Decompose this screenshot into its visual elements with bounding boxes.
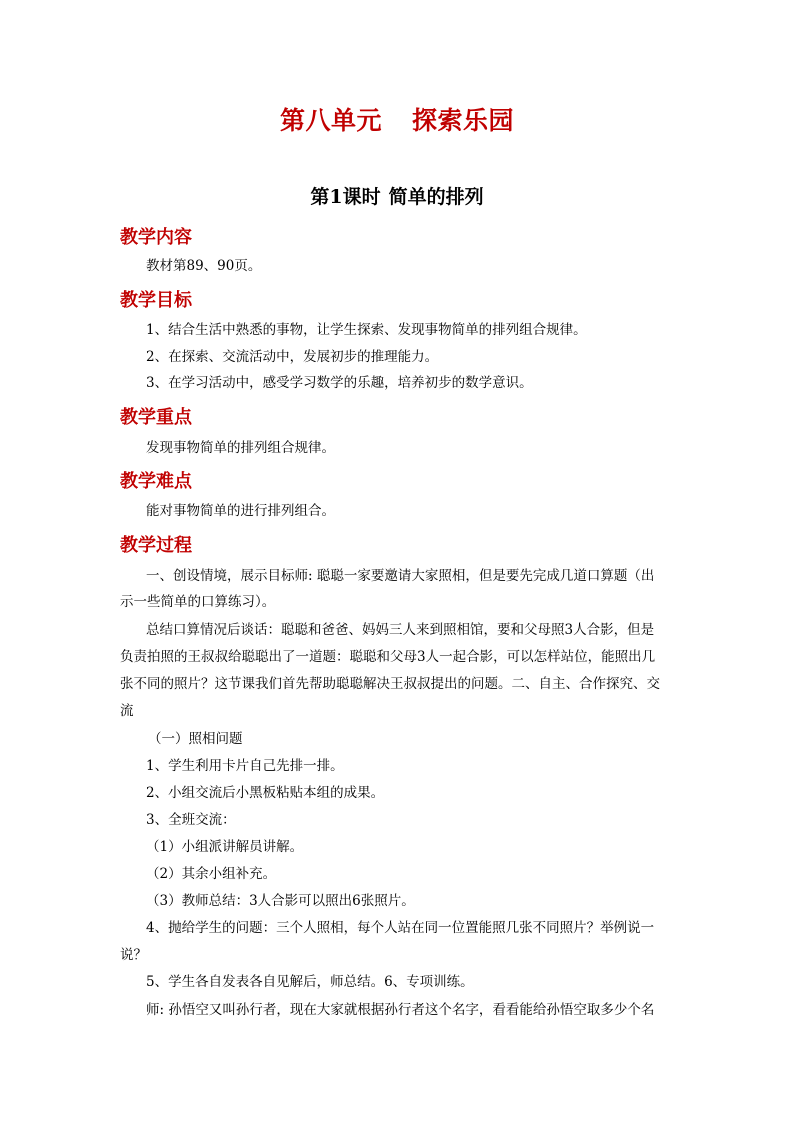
section-heading-difficulties: 教学难点 [120,471,192,492]
section-heading-key-points: 教学重点 [120,407,192,428]
lesson-title-name: 简单的排列 [388,186,484,208]
process-line: 一、创设情境，展示目标师: 聪聪一家要邀请大家照相，但是要先完成几道口算题（出 [146,568,655,584]
process-line: 示一些简单的口算练习）。 [120,594,276,610]
process-line: 总结口算情况后谈话：聪聪和爸爸、妈妈三人来到照相馆，要和父母照3人合影，但是 [146,622,655,638]
process-line: 师: 孙悟空又叫孙行者，现在大家就根据孙行者这个名字，看看能给孙悟空取多少个名 [146,1002,655,1018]
process-line: （一）照相问题 [148,731,243,747]
process-line: 1、学生利用卡片自己先排一排。 [146,758,344,774]
unit-title-name: 探索乐园 [412,106,515,135]
section-heading-objectives: 教学目标 [120,290,192,311]
section-heading-process: 教学过程 [120,535,192,556]
process-line: 4、抛给学生的问题：三个人照相，每个人站在同一位置能照几张不同照片？举例说一 [146,920,655,936]
objective-line: 1、结合生活中熟悉的事物，让学生探索、发现事物简单的排列组合规律。 [146,322,587,338]
section-heading-content: 教学内容 [120,227,192,248]
process-line: 说？ [120,947,147,963]
process-line: 3、全班交流： [146,812,236,828]
process-line: 流 [120,703,134,719]
process-line: （2）其余小组补充。 [146,866,277,882]
unit-title-number: 第八单元 [279,106,382,135]
difficulty-line: 能对事物简单的进行排列组合。 [146,503,335,519]
key-point-line: 发现事物简单的排列组合规律。 [146,440,335,456]
process-line: （1）小组派讲解员讲解。 [146,839,304,855]
process-line: 张不同的照片？这节课我们首先帮助聪聪解决王叔叔提出的问题。二、自主、合作探究、交 [120,676,660,692]
unit-title [0,101,794,137]
process-line: 负责拍照的王叔叔给聪聪出了一道题：聪聪和父母3人一起合影，可以怎样站位，能照出几 [120,649,656,665]
objective-line: 3、在学习活动中，感受学习数学的乐趣，培养初步的数学意识。 [146,375,533,391]
process-line: 2、小组交流后小黑板粘贴本组的成果。 [146,785,385,801]
content-line: 教材第89、90页。 [146,258,262,274]
process-line: 5、学生各自发表各自见解后，师总结。6、专项训练。 [146,974,474,990]
lesson-title [0,182,794,209]
objective-line: 2、在探索、交流活动中，发展初步的推理能力。 [146,349,439,365]
lesson-title-number: 第1课时 [310,186,381,208]
process-line: （3）教师总结：3人合影可以照出6张照片。 [146,893,415,909]
